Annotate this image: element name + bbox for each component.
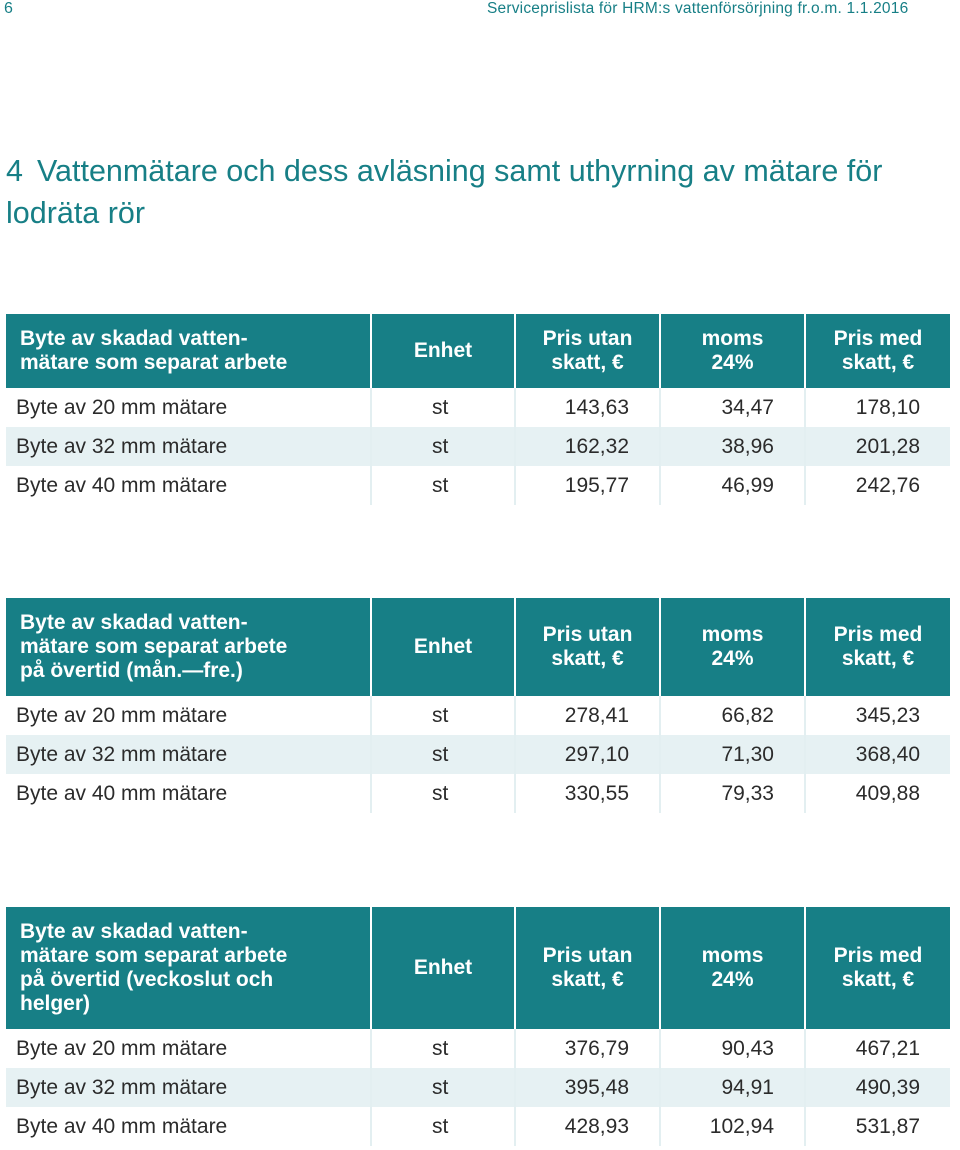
row-price-incl-tax: 368,40: [805, 735, 950, 774]
row-vat: 46,99: [660, 466, 805, 505]
row-vat: 94,91: [660, 1068, 805, 1107]
row-unit: st: [371, 466, 515, 505]
column-header-vat: [660, 907, 805, 1029]
heading-line: mätare som separat arbete: [20, 351, 288, 374]
column-header-vat: [660, 314, 805, 388]
heading-line: 24%: [711, 351, 754, 374]
price-table-overtime-weekends: [6, 907, 950, 1146]
column-header-service: [6, 907, 371, 1029]
table-header-row: [6, 314, 950, 388]
row-price-incl-tax: 345,23: [805, 696, 950, 735]
row-price-excl-tax: 395,48: [515, 1068, 660, 1107]
row-vat: 102,94: [660, 1107, 805, 1146]
table-row: [6, 696, 950, 735]
heading-line: moms: [701, 327, 764, 350]
heading-line: skatt, €: [841, 968, 915, 991]
heading-line: Pris utan: [542, 944, 633, 967]
table-row: [6, 1029, 950, 1068]
row-unit: st: [371, 388, 515, 427]
row-unit: st: [371, 1029, 515, 1068]
row-item: Byte av 40 mm mätare: [16, 1114, 228, 1138]
heading-line: Pris med: [833, 327, 923, 350]
heading-line: Byte av skadad vatten-: [20, 920, 248, 943]
heading-line: 24%: [711, 647, 754, 670]
column-header-price-incl-tax: [805, 598, 950, 696]
section-number: 4: [6, 154, 23, 188]
heading-line: skatt, €: [551, 647, 624, 670]
page-number: 6: [4, 0, 13, 17]
row-price-excl-tax: 428,93: [515, 1107, 660, 1146]
section-title-text: Vattenmätare och dess avläsning samt uthyrning av mätare för lodräta rör: [6, 154, 883, 230]
column-header-price-incl-tax: [805, 907, 950, 1029]
row-price-excl-tax: 297,10: [515, 735, 660, 774]
row-price-excl-tax: 143,63: [515, 388, 660, 427]
row-vat: 71,30: [660, 735, 805, 774]
row-item: Byte av 20 mm mätare: [16, 395, 228, 419]
row-item: Byte av 32 mm mätare: [6, 1068, 371, 1107]
row-vat: 79,33: [660, 774, 805, 813]
table-header-row: [6, 598, 950, 696]
row-price-incl-tax: 242,76: [805, 466, 950, 505]
column-header-price-excl-tax: [515, 907, 660, 1029]
column-header-unit: Enhet: [371, 907, 515, 1029]
heading-line: Pris utan: [542, 327, 633, 350]
column-header-unit: Enhet: [371, 598, 515, 696]
heading-line: mätare som separat arbete: [20, 944, 288, 967]
table-row: [6, 735, 950, 774]
column-header-price-incl-tax: [805, 314, 950, 388]
table-row: [6, 388, 950, 427]
heading-line: på övertid (veckoslut och: [20, 968, 274, 991]
row-price-incl-tax: 467,21: [805, 1029, 950, 1068]
row-item: Byte av 40 mm mätare: [16, 473, 228, 497]
table-row: [6, 1107, 950, 1146]
row-price-excl-tax: 278,41: [515, 696, 660, 735]
page-header: [0, 0, 960, 26]
row-unit: st: [371, 427, 515, 466]
column-header-service: [6, 598, 371, 696]
heading-line: Pris utan: [542, 623, 633, 646]
row-vat: 90,43: [660, 1029, 805, 1068]
row-price-incl-tax: 531,87: [805, 1107, 950, 1146]
row-price-excl-tax: 195,77: [515, 466, 660, 505]
row-vat: 34,47: [660, 388, 805, 427]
table-row: [6, 427, 950, 466]
row-price-incl-tax: 201,28: [805, 427, 950, 466]
row-unit: st: [371, 735, 515, 774]
row-unit: st: [371, 1107, 515, 1146]
price-table-overtime-weekdays: [6, 598, 950, 813]
heading-line: moms: [701, 944, 764, 967]
row-price-excl-tax: 330,55: [515, 774, 660, 813]
heading-line: Pris med: [833, 623, 923, 646]
table-header-row: [6, 907, 950, 1029]
row-item: Byte av 32 mm mätare: [6, 735, 371, 774]
row-unit: st: [371, 696, 515, 735]
heading-line: Byte av skadad vatten-: [20, 327, 248, 350]
heading-line: Byte av skadad vatten-: [20, 611, 248, 634]
row-vat: 38,96: [660, 427, 805, 466]
table-row: [6, 1068, 950, 1107]
heading-line: moms: [701, 623, 764, 646]
heading-line: mätare som separat arbete: [20, 635, 288, 658]
price-table-standard: [6, 314, 950, 505]
heading-line: på övertid (mån.—fre.): [20, 659, 243, 682]
row-vat: 66,82: [660, 696, 805, 735]
heading-line: Pris med: [833, 944, 923, 967]
row-price-excl-tax: 162,32: [515, 427, 660, 466]
row-item: Byte av 32 mm mätare: [6, 427, 371, 466]
heading-line: skatt, €: [551, 968, 624, 991]
row-unit: st: [371, 1068, 515, 1107]
row-price-incl-tax: 490,39: [805, 1068, 950, 1107]
section-title: [6, 150, 956, 234]
column-header-vat: [660, 598, 805, 696]
row-price-incl-tax: 409,88: [805, 774, 950, 813]
heading-line: helger): [20, 992, 91, 1015]
row-item: Byte av 20 mm mätare: [16, 703, 228, 727]
heading-line: skatt, €: [841, 647, 915, 670]
row-price-excl-tax: 376,79: [515, 1029, 660, 1068]
column-header-service: [6, 314, 371, 388]
table-row: [6, 466, 950, 505]
row-price-incl-tax: 178,10: [805, 388, 950, 427]
column-header-price-excl-tax: [515, 314, 660, 388]
table-row: [6, 774, 950, 813]
heading-line: skatt, €: [841, 351, 915, 374]
row-unit: st: [371, 774, 515, 813]
column-header-unit: Enhet: [371, 314, 515, 388]
column-header-price-excl-tax: [515, 598, 660, 696]
row-item: Byte av 20 mm mätare: [16, 1036, 228, 1060]
running-title: Serviceprislista för HRM:s vattenförsörjning fr.o.m. 1.1.2016: [487, 0, 909, 17]
heading-line: 24%: [711, 968, 754, 991]
heading-line: skatt, €: [551, 351, 624, 374]
row-item: Byte av 40 mm mätare: [16, 781, 228, 805]
